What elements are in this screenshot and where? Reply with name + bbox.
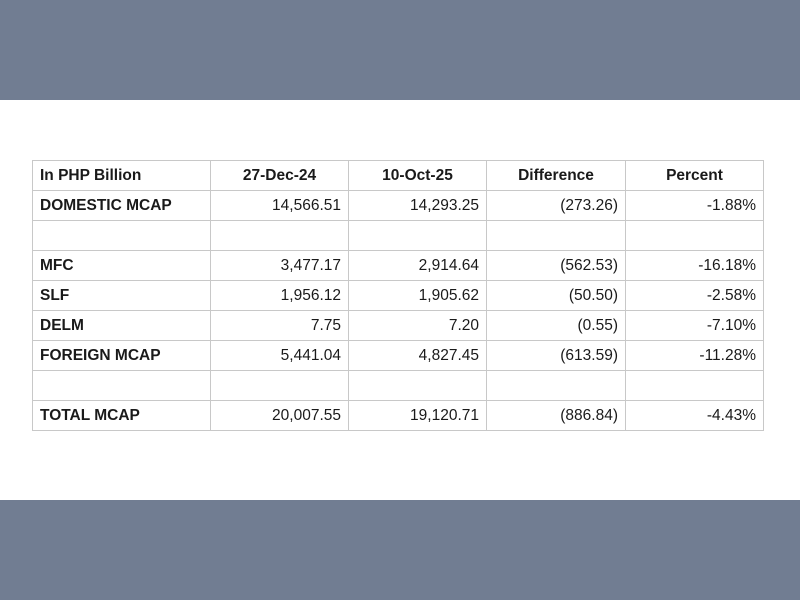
cell-date-2 bbox=[349, 371, 487, 401]
cell-difference: (562.53) bbox=[487, 251, 626, 281]
cell-date-1 bbox=[211, 371, 349, 401]
top-band bbox=[0, 0, 800, 100]
cell-date-1: 7.75 bbox=[211, 311, 349, 341]
table-row bbox=[33, 341, 764, 371]
cell-difference: (50.50) bbox=[487, 281, 626, 311]
cell-percent bbox=[626, 371, 764, 401]
cell-date-2: 2,914.64 bbox=[349, 251, 487, 281]
table-row-empty bbox=[33, 221, 764, 251]
cell-percent: -1.88% bbox=[626, 191, 764, 221]
cell-percent: -4.43% bbox=[626, 401, 764, 431]
table-row bbox=[33, 311, 764, 341]
table-row bbox=[33, 251, 764, 281]
cell-date-2 bbox=[349, 221, 487, 251]
cell-percent: -2.58% bbox=[626, 281, 764, 311]
table-row bbox=[33, 191, 764, 221]
row-label: DELM bbox=[33, 311, 211, 341]
cell-date-2: 19,120.71 bbox=[349, 401, 487, 431]
cell-difference: (0.55) bbox=[487, 311, 626, 341]
cell-difference bbox=[487, 371, 626, 401]
cell-percent: -7.10% bbox=[626, 311, 764, 341]
header-difference: Difference bbox=[487, 161, 626, 191]
cell-percent bbox=[626, 221, 764, 251]
bottom-band bbox=[0, 500, 800, 600]
cell-date-2: 4,827.45 bbox=[349, 341, 487, 371]
cell-date-1: 14,566.51 bbox=[211, 191, 349, 221]
cell-percent: -11.28% bbox=[626, 341, 764, 371]
cell-difference: (273.26) bbox=[487, 191, 626, 221]
header-date-1: 27-Dec-24 bbox=[211, 161, 349, 191]
cell-percent: -16.18% bbox=[626, 251, 764, 281]
row-label: FOREIGN MCAP bbox=[33, 341, 211, 371]
row-label bbox=[33, 221, 211, 251]
cell-difference: (613.59) bbox=[487, 341, 626, 371]
row-label: TOTAL MCAP bbox=[33, 401, 211, 431]
content-area bbox=[0, 100, 800, 500]
row-label: DOMESTIC MCAP bbox=[33, 191, 211, 221]
cell-date-2: 7.20 bbox=[349, 311, 487, 341]
row-label: MFC bbox=[33, 251, 211, 281]
market-cap-table bbox=[32, 160, 764, 431]
cell-date-1 bbox=[211, 221, 349, 251]
cell-difference bbox=[487, 221, 626, 251]
table-row-empty bbox=[33, 371, 764, 401]
row-label bbox=[33, 371, 211, 401]
cell-date-2: 14,293.25 bbox=[349, 191, 487, 221]
row-label: SLF bbox=[33, 281, 211, 311]
table-row bbox=[33, 281, 764, 311]
header-unit: In PHP Billion bbox=[33, 161, 211, 191]
cell-date-2: 1,905.62 bbox=[349, 281, 487, 311]
table-row-total bbox=[33, 401, 764, 431]
cell-difference: (886.84) bbox=[487, 401, 626, 431]
header-row bbox=[33, 161, 764, 191]
cell-date-1: 1,956.12 bbox=[211, 281, 349, 311]
cell-date-1: 5,441.04 bbox=[211, 341, 349, 371]
cell-date-1: 20,007.55 bbox=[211, 401, 349, 431]
header-percent: Percent bbox=[626, 161, 764, 191]
cell-date-1: 3,477.17 bbox=[211, 251, 349, 281]
header-date-2: 10-Oct-25 bbox=[349, 161, 487, 191]
